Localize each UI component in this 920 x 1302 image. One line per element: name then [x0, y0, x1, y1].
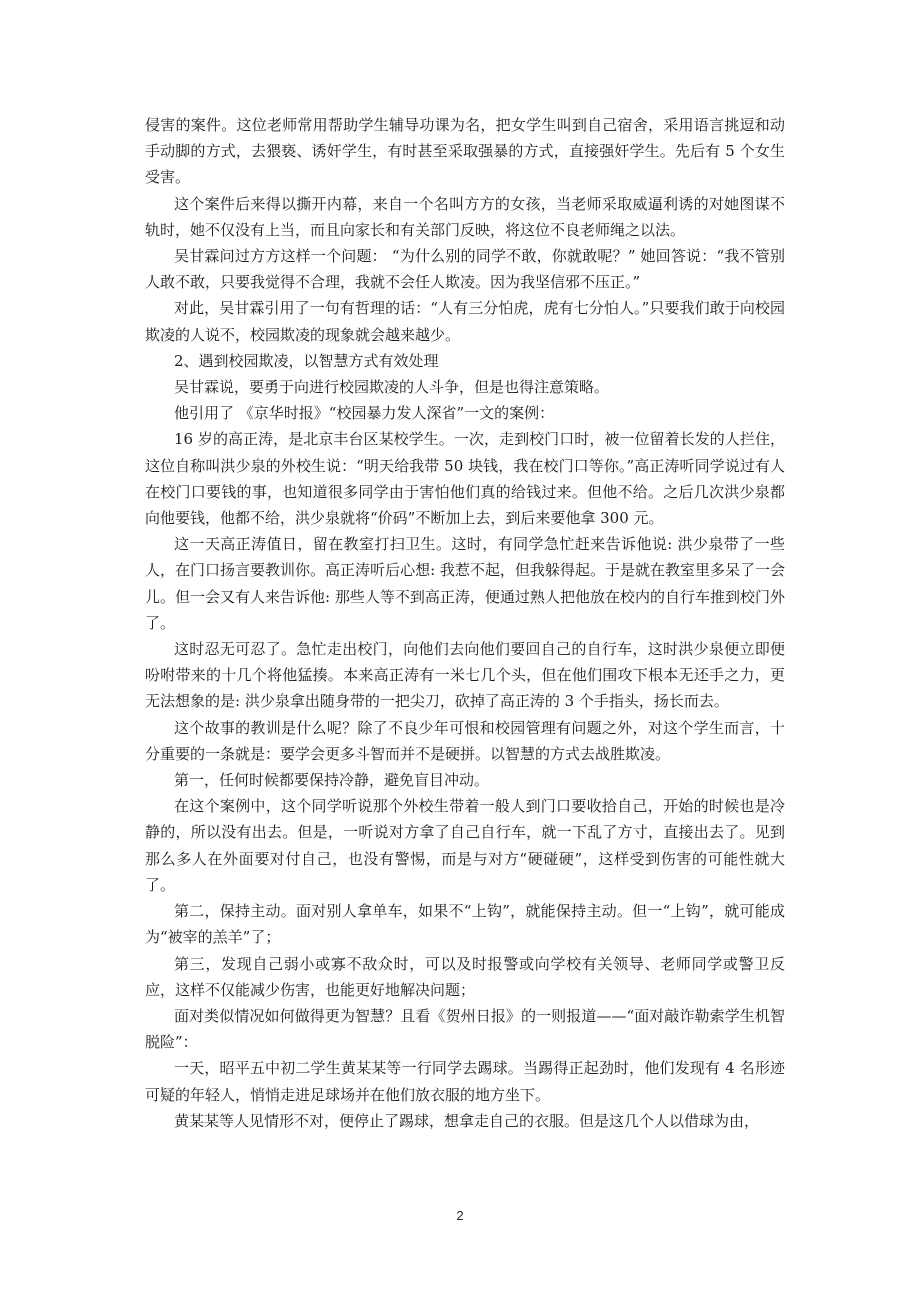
paragraph: 这个故事的教训是什么呢？除了不良少年可恨和校园管理有问题之外，对这个学生而言，十分重要的一条就是：要学会更多斗智而并不是硬拼。以智慧的方式去战胜欺凌。: [145, 718, 785, 763]
paragraph: 这一天高正涛值日，留在教室打扫卫生。这时，有同学急忙赶来告诉他说: 洪少泉带了一些人，在门口扬言要教训你。高正涛听后心想: 我惹不起，但我躲得起。于是就在教室里多呆了一会儿。但一会又有人来告诉他: 那些人等不到高正涛，便通过熟人把他放在校内的自行车推到校门外了。: [145, 535, 785, 632]
document-body: [145, 112, 785, 1134]
paragraph: 面对类似情况如何做得更为智慧？且看《贺州日报》的一则报道——“面对敲诈勒索学生机智脱险”：: [145, 1006, 785, 1052]
paragraph: 第一，任何时候都要保持冷静，避免盲目冲动。: [174, 771, 490, 790]
paragraph: 侵害的案件。这位老师常用帮助学生辅导功课为名，把女学生叫到自己宿舍，采用语言挑逗和动手动脚的方式，去猥亵、诱奸学生，有时甚至采取强暴的方式，直接强奸学生。先后有 5 个女生受害。: [145, 116, 785, 187]
paragraph: 吴甘霖说，要勇于向进行校园欺凌的人斗争，但是也得注意策略。: [174, 378, 610, 397]
paragraph: 这个案件后来得以撕开内幕，来自一个名叫方方的女孩，当老师采取威逼利诱的对她图谋不轨时，她不仅没有上当，而且向家长和有关部门反映，将这位不良老师绳之以法。: [145, 194, 785, 239]
paragraph: 他引用了 《京华时报》“校园暴力发人深省”一文的案例：: [174, 404, 555, 423]
paragraph: 黄某某等人见情形不对，便停止了踢球，想拿走自己的衣服。但是这几个人以借球为由，: [174, 1111, 760, 1130]
paragraph: 16 岁的高正涛，是北京丰台区某校学生。一次，走到校门口时，被一位留着长发的人拦住，这位自称叫洪少泉的外校生说：“明天给我带 50 块钱，我在校门口等你。”高正涛听同学说过有人在校门口要钱的事，也知道很多同学由于害怕他们真的给钱过来。但他不给。之后几次洪少泉都向他要钱，他都不给，洪少泉就将“价码”不断加上去，到后来要他拿 300 元。: [145, 430, 785, 528]
paragraph: 吴甘霖问过方方这样一个问题： “为什么别的同学不敢，你就敢呢？” 她回答说：“我不管别人敢不敢，只要我觉得不合理，我就不会任人欺凌。因为我坚信邪不压正。”: [145, 247, 785, 292]
paragraph: 一天，昭平五中初二学生黄某某等一行同学去踢球。当踢得正起劲时，他们发现有 4 名形迹可疑的年轻人，悄悄走进足球场并在他们放衣服的地方坐下。: [145, 1059, 785, 1104]
paragraph: 2、遇到校园欺凌，以智慧方式有效处理: [174, 351, 439, 370]
paragraph: 第三，发现自己弱小或寡不敌众时，可以及时报警或向学校有关领导、老师同学或警卫反应，这样不仅能减少伤害，也能更好地解决问题；: [145, 954, 785, 999]
paragraph: 第二，保持主动。面对别人拿单车，如果不“上钩”，就能保持主动。但一“上钩”，就可能成为“被宰的羔羊”了；: [145, 902, 785, 947]
page-number: 2: [456, 1208, 464, 1223]
paragraph: 在这个案例中，这个同学听说那个外校生带着一般人到门口要收拾自己，开始的时候也是冷静的，所以没有出去。但是，一听说对方拿了自己自行车，就一下乱了方寸，直接出去了。见到那么多人在外面要对付自己，也没有警惕，而是与对方“硬碰硬”，这样受到伤害的可能性就大了。: [145, 797, 785, 894]
paragraph: 这时忍无可忍了。急忙走出校门，向他们去向他们要回自己的自行车，这时洪少泉便立即便吩咐带来的十几个将他猛揍。本来高正涛有一米七几个头，但在他们围攻下根本无还手之力，更无法想象的是: 洪少泉拿出随身带的一把尖刀，砍掉了高正涛的 3 个手指头，扬长而去。: [145, 640, 785, 711]
paragraph: 对此，吴甘霖引用了一句有哲理的话：“人有三分怕虎，虎有七分怕人。”只要我们敢于向校园欺凌的人说不，校园欺凌的现象就会越来越少。: [145, 299, 785, 344]
